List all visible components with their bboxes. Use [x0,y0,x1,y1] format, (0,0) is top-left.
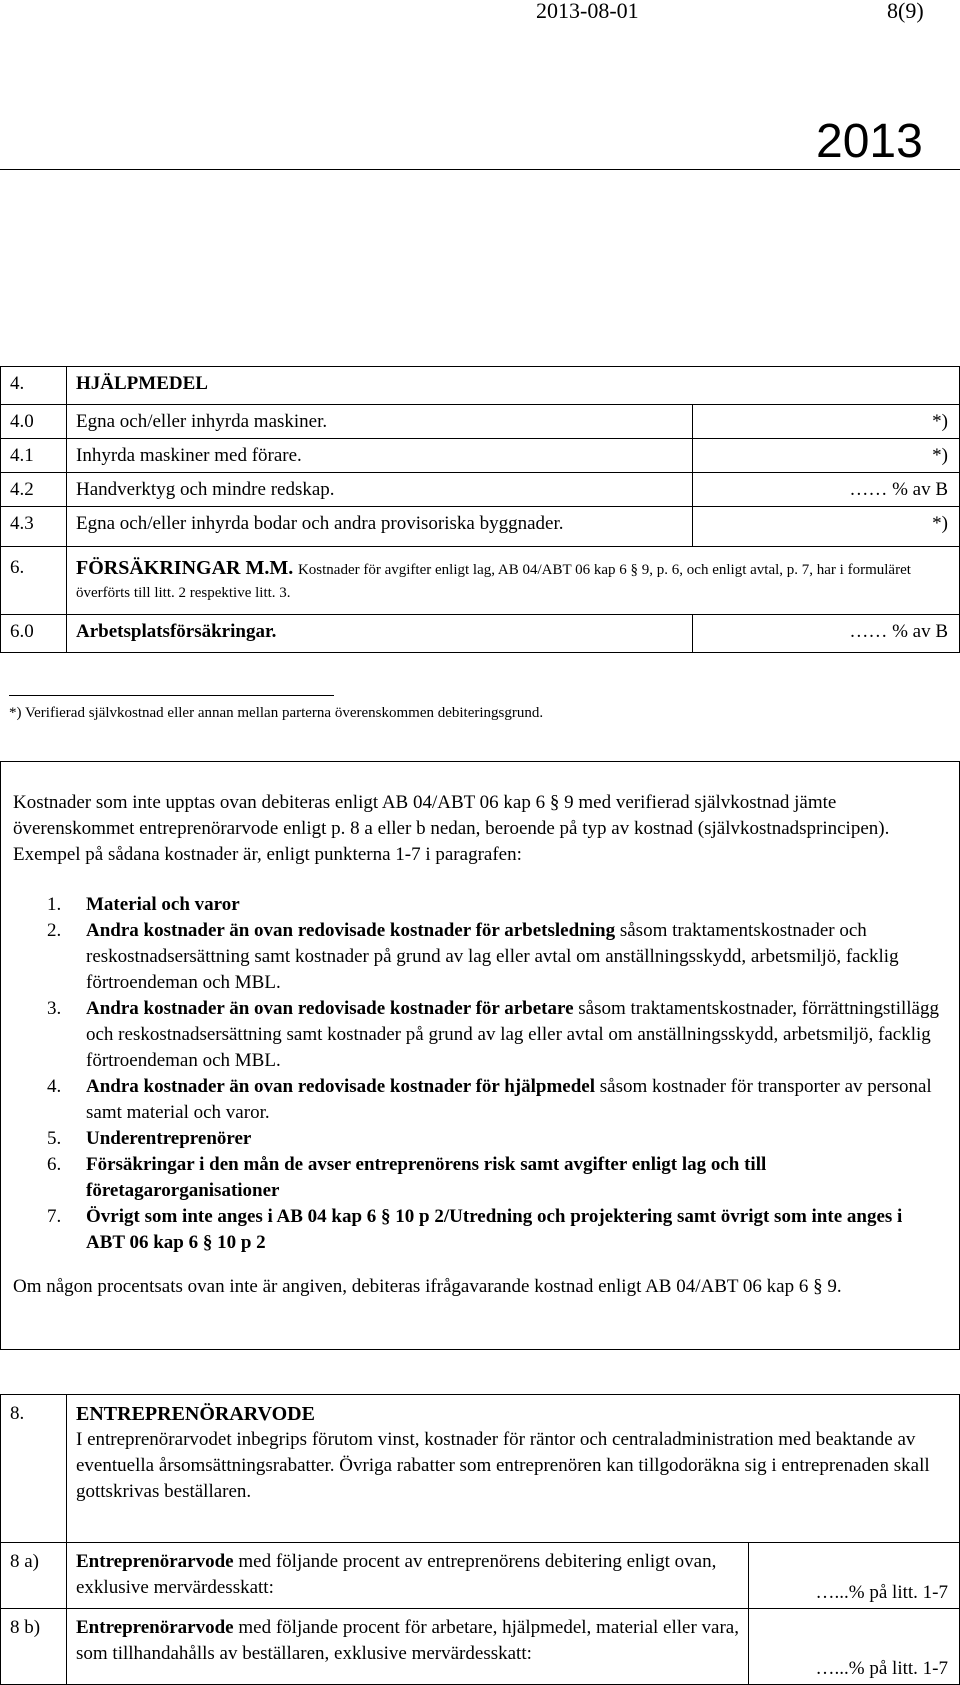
item-number: 6. [47,1154,62,1175]
row-text: Egna och/eller inhyrda maskiner. [67,405,693,439]
info-outro: Om någon procentsats ovan inte är angiven, debiteras ifrågavarande kostnad enligt AB 04/ABT 06 kap 6 § 9. [13,1276,842,1297]
row-value: …… % av B [693,615,960,653]
item-number: 1. [47,894,62,915]
section-6-number: 6. [1,547,67,615]
cost-table-sections-4-6 [0,366,960,653]
row-rest: med följande procent för arbetare, hjälpmedel, material eller vara, som tillhandahålls av beställaren, exklusive mervärdesskatt: [76,1617,739,1664]
footnote-divider [9,695,334,696]
section-4-title: HJÄLPMEDEL [67,367,960,405]
list-item [13,996,943,1074]
table-row [1,473,960,507]
table-row [1,439,960,473]
row-text: Egna och/eller inhyrda bodar och andra provisoriska byggnader. [67,507,693,547]
item-rest: såsom kostnader för transporter av personal samt material och varor. [86,1076,932,1123]
item-rest: såsom traktamentskostnader, förrättningstillägg och reskostnadsersättning samt kostnader på grund av lag eller avtal om anställningsskydd, arbetsmiljö, facklig förtroendeman och MBL. [86,998,939,1071]
row-number: 4.2 [1,473,67,507]
item-bold: Andra kostnader än ovan redovisade kostnader för hjälpmedel [86,1076,596,1097]
table-row [1,405,960,439]
section-6-note: Kostnader för avgifter enligt lag, AB 04/ABT 06 kap 6 § 9, p. 6, och enligt avtal, p. 7, har i formuläret överförts till litt. 2 respektive litt. 3. [76,562,911,601]
entrepreneur-fee-table [0,1394,960,1685]
section-8-text: I entreprenörarvodet inbegrips förutom vinst, kostnader för räntor och centraladministration med beaktande av eventuella årsomsättningsrabatter. Övriga rabatter som entreprenören kan tillgodoräkna sig i entreprenaden skall gottskrivas beställaren. [76,1429,930,1502]
row-text: Inhyrda maskiner med förare. [67,439,693,473]
section-8-number: 8. [1,1395,67,1543]
header-date: 2013-08-01 [536,0,639,23]
info-intro: Kostnader som inte upptas ovan debiteras enligt AB 04/ABT 06 kap 6 § 9 med verifierad självkostnad jämte överenskommet entreprenörarvode enligt p. 8 a eller b nedan, beroende på typ av kostnad (självkostnadsprincipen). Exempel på sådana kostnader är, enligt punkterna 1-7 i paragrafen: [13,792,890,865]
row-number: 8 a) [1,1543,67,1609]
footnote: *) Verifierad självkostnad eller annan mellan parterna överenskommen debiteringsgrund. [9,705,544,721]
item-bold: Material och varor [86,894,240,915]
item-number: 5. [47,1128,62,1149]
cost-item-list [13,892,943,1256]
header-page-number: 8(9) [887,0,924,23]
section-8-body [67,1395,960,1543]
table-row [1,507,960,547]
item-bold: Försäkringar i den mån de avser entreprenörens risk samt avgifter enligt lag och till företagarorganisationer [86,1154,767,1201]
row-bold: Entreprenörarvode [76,1617,234,1638]
list-item [13,918,943,996]
row-value: …...% på litt. 1-7 [749,1543,960,1609]
row-number: 8 b) [1,1609,67,1685]
section-4-number: 4. [1,367,67,405]
list-item [13,1152,943,1204]
row-value: *) [693,405,960,439]
section-8-title: ENTREPRENÖRARVODE [76,1403,315,1425]
item-bold: Andra kostnader än ovan redovisade kostnader för arbetsledning [86,920,616,941]
table-row [1,615,960,653]
row-text: Handverktyg och mindre redskap. [67,473,693,507]
row-value: …… % av B [693,473,960,507]
self-cost-info-box [0,761,960,1350]
list-item [13,1126,943,1152]
row-value: *) [693,439,960,473]
row-rest: med följande procent av entreprenörens debitering enligt ovan, exklusive mervärdesskatt: [76,1551,717,1598]
item-rest: såsom traktamentskostnader och reskostnadsersättning samt kostnader på grund av lag eller avtal om anställningsskydd, arbetsmiljö, facklig förtroendeman och MBL. [86,920,899,993]
row-number: 4.3 [1,507,67,547]
row-bold: Entreprenörarvode [76,1551,234,1572]
row-number: 4.0 [1,405,67,439]
item-number: 4. [47,1076,62,1097]
row-value: …...% på litt. 1-7 [749,1609,960,1685]
item-bold: Underentreprenörer [86,1128,252,1149]
row-number: 4.1 [1,439,67,473]
item-number: 3. [47,998,62,1019]
row-text: Arbetsplatsförsäkringar. [67,615,693,653]
item-number: 2. [47,920,62,941]
list-item [13,1204,943,1256]
document-year: 2013 [816,115,923,168]
table-row [1,1543,960,1609]
item-number: 7. [47,1206,62,1227]
list-item [13,892,943,918]
row-number: 6.0 [1,615,67,653]
row-text [67,1543,749,1609]
table-row [1,1609,960,1685]
item-bold: Övrigt som inte anges i AB 04 kap 6 § 10 p 2/Utredning och projektering samt övrigt som inte anges i ABT 06 kap 6 § 10 p 2 [86,1206,903,1253]
row-value: *) [693,507,960,547]
item-bold: Andra kostnader än ovan redovisade kostnader för arbetare [86,998,574,1019]
header-divider [0,169,960,170]
section-6-heading [67,547,960,615]
section-6-title: FÖRSÄKRINGAR M.M. [76,557,294,579]
row-text [67,1609,749,1685]
list-item [13,1074,943,1126]
